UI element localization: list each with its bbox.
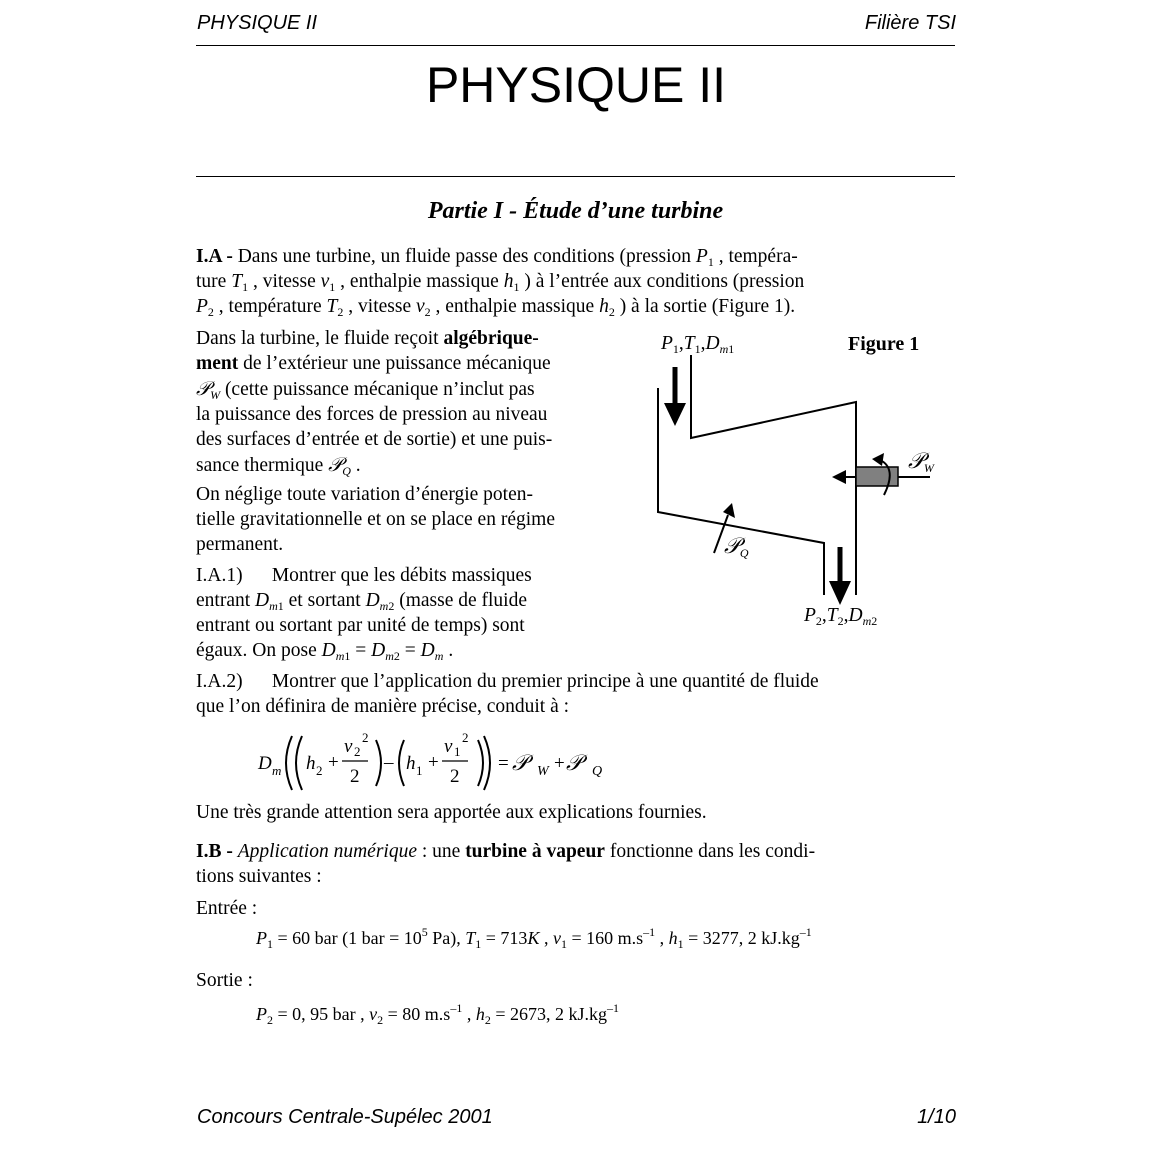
svg-text:2: 2 <box>350 766 360 787</box>
turbine-lower-wall <box>658 388 824 595</box>
svg-text:2: 2 <box>316 763 323 778</box>
section-ia-hypothesis: On néglige toute variation d’énergie poten- tielle gravitationnelle et on se place en régime permanent. <box>196 484 555 555</box>
svg-text:𝒫: 𝒫 <box>512 751 528 776</box>
svg-text:v: v <box>344 736 353 757</box>
svg-text:h: h <box>306 753 316 774</box>
page-number: 1/10 <box>917 1106 956 1128</box>
entree-values: $P_1 = 60$ bar (1 bar = $10^5$ Pa), $T_1 = 713K$ , $v_1 = 160$ $m.s^{-1}$ , $h_1 = 3277$, 2 $kJ.kg^{-1}$ <box>256 925 812 951</box>
svg-text:Q: Q <box>592 764 603 779</box>
svg-text:2: 2 <box>450 766 460 787</box>
inlet-arrow <box>664 367 686 426</box>
question-ia2: I.A.2) Montrer que l’application du premier principe à une quantité de fluide que l’on définira de manière précise, conduit à : <box>196 671 819 717</box>
section-ia-power-paragraph: Dans la turbine, le fluide reçoit algébrique- ment de l’extérieur une puissance mécanique 𝒫$_W$ (cette puissance mécanique n’inclut pas la puissance des forces de pression au niveau des surfaces d’entrée et de sortie) et une puis- sance thermique 𝒫$_Q$ . <box>196 328 553 478</box>
svg-text:h: h <box>406 753 416 774</box>
svg-text:m: m <box>272 763 282 778</box>
svg-text:+: + <box>428 752 439 773</box>
footer-left: Concours Centrale-Supélec 2001 <box>197 1106 493 1128</box>
section-ib-italic: Application numérique <box>237 841 417 862</box>
turbine-upper-wall <box>691 355 856 595</box>
header-rule <box>196 45 955 46</box>
section-ib: I.B - Application numérique : une turbine à vapeur fonctionne dans les condi- tions suivantes : <box>196 841 816 887</box>
page-title: PHYSIQUE II <box>425 57 727 113</box>
pq-arrow <box>714 503 735 553</box>
turbine-shaft <box>856 467 898 486</box>
svg-text:W: W <box>537 764 549 779</box>
pq-label: 𝒫$_Q$ <box>724 534 749 560</box>
section-ib-bold: turbine à vapeur <box>465 841 605 862</box>
section-ib-text-a: : une <box>416 841 466 862</box>
turbine-diagram <box>640 355 960 615</box>
part-title: Partie I - Étude d’une turbine <box>427 198 724 224</box>
svg-text:v: v <box>444 736 453 757</box>
svg-text:2: 2 <box>354 744 361 759</box>
question-ia1: I.A.1) Montrer que les débits massiques entrant $D_{m1}$ et sortant $D_{m2}$ (masse de fluide entrant ou sortant par unité de temps) sont égaux. On pose $D_{m1} = D_{m2} = D_m$ . <box>196 565 532 663</box>
svg-text:2: 2 <box>462 730 469 745</box>
svg-text:𝒫: 𝒫 <box>566 751 582 776</box>
header-right: Filière TSI <box>864 12 956 34</box>
figure-caption: Figure 1 <box>848 333 920 355</box>
outlet-label: $P_2,T_2,D_{m2}$ <box>804 605 878 628</box>
section-ia-tag: I.A - <box>196 246 233 267</box>
sortie-label: Sortie : <box>196 970 253 991</box>
section-ia-intro: I.A - Dans une turbine, un fluide passe des conditions (pression $P_1$ , tempéra- ture $T_1$ , vitesse $v_1$ , enthalpie massique $h_1$ ) à l’entrée aux conditions (pression $P_2$ , température $T_2$ , vitesse $v_2$ , enthalpie massique $h_2$ ) à la sortie (Figure 1). <box>196 246 805 319</box>
pw-label: 𝒫$_W$ <box>908 449 934 475</box>
entree-label: Entrée : <box>196 898 258 919</box>
pw-arrow <box>832 470 856 484</box>
outlet-arrow <box>829 547 851 605</box>
svg-text:D: D <box>258 753 272 774</box>
svg-text:+: + <box>328 752 339 773</box>
svg-text:+: + <box>554 753 565 774</box>
svg-text:–: – <box>384 752 394 773</box>
svg-text:=: = <box>498 753 509 774</box>
explanation-note: Une très grande attention sera apportée aux explications fournies. <box>196 802 707 823</box>
inlet-label: $P_1,T_1,D_{m1}$ <box>661 333 735 356</box>
sortie-values: $P_2 = 0$, 95 bar , $v_2 = 80$ $m.s^{-1}$ , $h_2 = 2673$, 2 $kJ.kg^{-1}$ <box>256 1001 619 1027</box>
svg-text:2: 2 <box>362 730 369 745</box>
energy-equation <box>256 728 636 804</box>
svg-text:1: 1 <box>416 763 423 778</box>
svg-text:1: 1 <box>454 744 461 759</box>
header-left: PHYSIQUE II <box>197 12 318 34</box>
title-rule <box>196 176 955 177</box>
section-ib-tag: I.B - <box>196 841 233 862</box>
